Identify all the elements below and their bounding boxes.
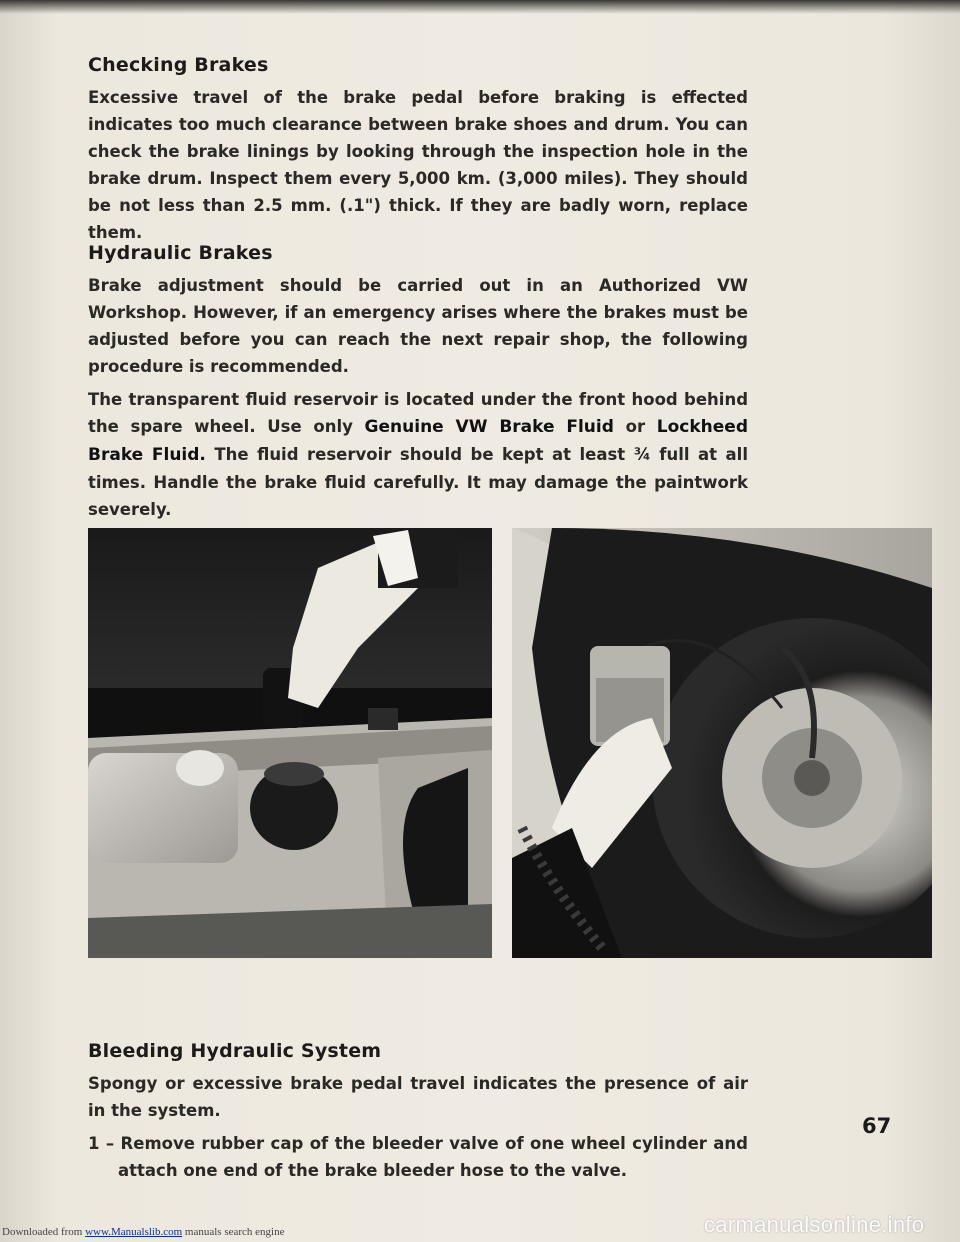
footer-suffix: manuals search engine — [182, 1226, 285, 1238]
lockheed-brake-fluid: Lockheed Brake Fluid. — [88, 417, 748, 465]
bleeding-section — [88, 1040, 748, 1184]
bleeding-step-1: 1 – Remove rubber cap of the bleeder valve of one wheel cylinder and attach one end of the brake bleeder hose to the valve. — [88, 1134, 748, 1180]
hydraulic-p2-part3: The fluid reservoir should be kept at least ¾ full at all times. Handle the brake fluid carefully. It may damage the paintwork severely. — [88, 445, 748, 519]
bleeding-paragraph-1: Spongy or excessive brake pedal travel indicates the presence of air in the system. — [88, 1074, 748, 1120]
hydraulic-p2-part1: The transparent fluid reservoir is located under the front hood behind the spare wheel. Use only — [88, 390, 748, 436]
hydraulic-brakes-heading: Hydraulic Brakes — [88, 242, 273, 264]
download-footer — [2, 1226, 284, 1238]
hydraulic-paragraph-1: Brake adjustment should be carried out in an Authorized VW Workshop. However, if an emergency arises where the brakes must be adjusted before you can reach the next repair shop, the following procedure is recommended. — [88, 276, 748, 376]
scan-top-edge — [0, 0, 960, 14]
watermark: carmanualsonline.info — [704, 1212, 925, 1237]
page-number: 67 — [862, 1114, 892, 1138]
hydraulic-paragraph-2 — [88, 386, 748, 523]
footer-prefix: Downloaded from — [2, 1226, 86, 1238]
manualslib-link[interactable]: www.Manualslib.com — [85, 1226, 183, 1238]
checking-brakes-section — [88, 54, 748, 246]
bleeding-heading: Bleeding Hydraulic System — [88, 1040, 382, 1062]
photo-fluid-reservoir — [88, 528, 492, 958]
photo-brake-bleeding — [512, 528, 932, 958]
hydraulic-brakes-section — [88, 242, 748, 523]
hydraulic-p2-part2: or — [613, 417, 657, 436]
checking-brakes-heading: Checking Brakes — [88, 54, 269, 76]
genuine-vw-brake-fluid: Genuine VW Brake Fluid — [364, 417, 614, 437]
checking-brakes-paragraph: Excessive travel of the brake pedal before braking is effected indicates too much clearance between brake shoes and drum. You can check the brake linings by looking through the inspection hole in the brake drum. Inspect them every 5,000 km. (3,000 miles). They should be not less than 2.5 mm. (.1") thick. If they are badly worn, replace them. — [88, 88, 748, 242]
